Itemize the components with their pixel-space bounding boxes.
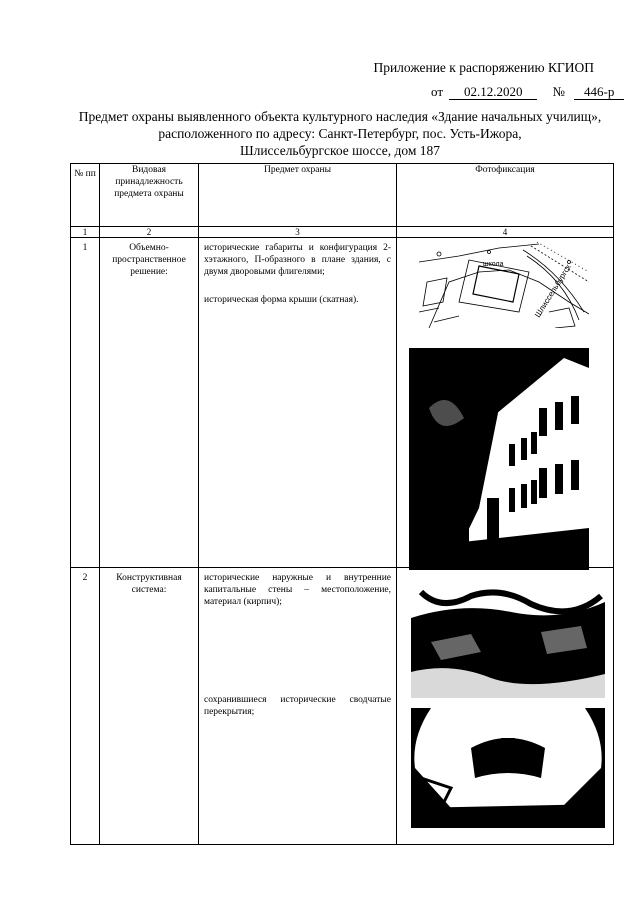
- subject-item: сохранившиеся исторические сводчатые перекрытия;: [204, 695, 391, 717]
- header-photo: Фотофиксация: [397, 164, 614, 227]
- map-label-school: школа: [483, 261, 504, 268]
- title-line-1: Предмет охраны выявленного объекта культурного наследия «Здание начальных училищ»,: [78, 109, 602, 124]
- header-num: № пп: [71, 164, 100, 227]
- row-number: 1: [71, 238, 100, 568]
- appendix-line: Приложение к распоряжению КГИОП: [373, 60, 594, 75]
- protection-table: [70, 163, 614, 845]
- table-row: [71, 238, 614, 568]
- column-number-row: [71, 227, 614, 238]
- row-number: 2: [71, 568, 100, 845]
- interior-photo: [411, 582, 605, 698]
- column-number: 1: [71, 227, 100, 238]
- subject-item: исторические наружные и внутренние капитальные стены – местоположение, материал (кирпич);: [204, 573, 391, 607]
- title-line-2: расположенного по адресу: Санкт-Петербург, пос. Усть-Ижора,: [158, 126, 522, 141]
- facade-photo: [409, 348, 589, 570]
- vault-photo: [411, 708, 605, 828]
- row-photos: [397, 568, 614, 845]
- row-type: Конструктивная система:: [100, 568, 199, 845]
- order-date: 02.12.2020: [449, 85, 537, 100]
- column-number: 3: [199, 227, 397, 238]
- column-number: 2: [100, 227, 199, 238]
- header-type: Видовая принадлежность предмета охраны: [100, 164, 199, 227]
- date-from-label: от: [431, 84, 444, 99]
- row-photos: [397, 238, 614, 568]
- column-number: 4: [397, 227, 614, 238]
- number-sign: №: [552, 84, 565, 99]
- table-header-row: [71, 164, 614, 227]
- row-subject: [199, 238, 397, 568]
- order-dateline: [431, 84, 624, 100]
- document-title: [70, 108, 610, 159]
- order-number: 446-р: [574, 85, 624, 100]
- header-subject: Предмет охраны: [199, 164, 397, 227]
- site-map-image: [419, 242, 589, 328]
- subject-item: историческая форма крыши (скатная).: [204, 295, 359, 305]
- title-line-3: Шлиссельбургское шоссе, дом 187: [239, 143, 441, 158]
- map-label-road: Шлиссельбургск: [533, 262, 573, 320]
- row-subject: [199, 568, 397, 845]
- subject-item: исторические габариты и конфигурация 2-хэтажного, П-образного в плане здания, с двумя дворовыми флигелями;: [204, 243, 391, 277]
- table-row: [71, 568, 614, 845]
- row-type: Объемно-пространственное решение:: [100, 238, 199, 568]
